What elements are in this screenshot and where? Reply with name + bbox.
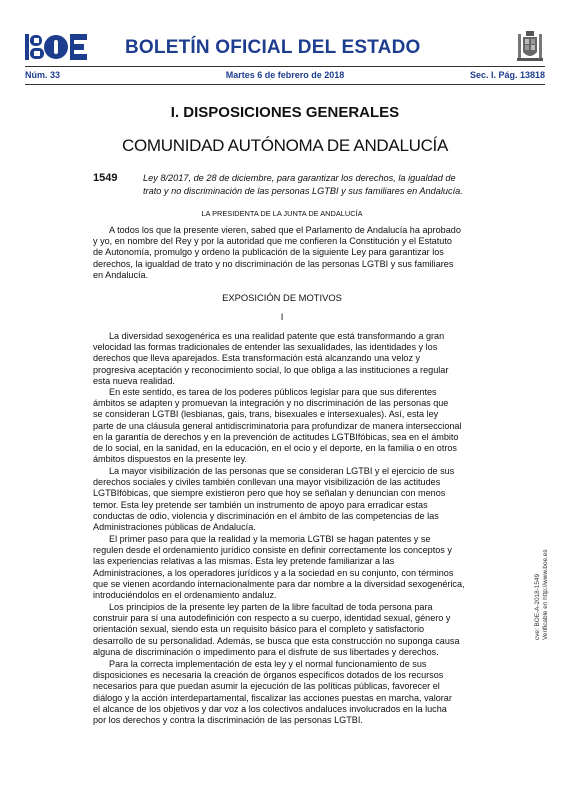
- paragraph-2: [93, 387, 471, 465]
- text-line: de lo social, en la sanidad, en la educación, en el ocio y el deporte, en la familia o en otros: [93, 442, 457, 453]
- issue-date: Martes 6 de febrero de 2018: [225, 70, 345, 80]
- section-page: Sec. I. Pág. 13818: [469, 70, 545, 80]
- document-number: 1549: [93, 172, 118, 184]
- masthead-title: BOLETÍN OFICIAL DEL ESTADO: [125, 37, 421, 58]
- header-rule: [25, 66, 545, 67]
- text-line: Administraciones públicas de Andalucía.: [93, 521, 256, 532]
- cve-code: cve: BOE-A-2018-1549: [534, 573, 541, 640]
- text-line: que se vienen acordando internacionalmente para dar nombre a la diversidad sexogenérica,: [93, 578, 465, 589]
- text-line: ámbitos dispuestos en la presente ley.: [93, 454, 248, 465]
- text-line: orientación sexual, siendo esta un requisito básico para el completo y satisfactorio: [93, 624, 425, 635]
- text-line: regulen desde el ordenamiento jurídico consiste en definir correctamente los conceptos y: [93, 545, 452, 556]
- boe-logo: [25, 34, 87, 60]
- text-line: esta nueva realidad.: [93, 375, 175, 386]
- text-line: se consideran LGTBI (lesbianas, gais, trans, bisexuales e intersexuales). Así, esta ley: [93, 409, 439, 420]
- section-title: I. DISPOSICIONES GENERALES: [170, 104, 400, 121]
- exposition-heading: EXPOSICIÓN DE MOTIVOS: [222, 292, 342, 303]
- text-line: por los derechos y contra la discriminación de las personas LGTBI.: [93, 714, 363, 725]
- text-line: en la garantía de derechos y en la prevención de actitudes LGTBIfóbicas, sea en el ámbito: [93, 431, 459, 442]
- text-line: La mayor visibilización de las personas que se consideran LGTBI y el ejercicio de sus: [109, 466, 455, 476]
- verification-note: [534, 530, 549, 640]
- text-line: desarrollo de su personalidad. Además, se busca que esta construcción no suponga causa: [93, 635, 460, 646]
- paragraph-4: [93, 534, 471, 601]
- text-line: A todos los que la presente vieren, sabed que el Parlamento de Andalucía ha aprobado: [109, 225, 461, 235]
- text-line: las experiencias relativas a las mismas. Esta ley pretende familiarizar a las: [93, 556, 395, 567]
- text-line: construir para sí una autodefinición con respecto a su cuerpo, identidad sexual, género y: [93, 613, 451, 624]
- text-line: La diversidad sexogenérica es una realidad patente que está transformando a gran: [109, 331, 445, 341]
- text-line: ámbitos se adapten y promuevan la integración y no discriminación de las personas que: [93, 398, 449, 409]
- president-line: LA PRESIDENTA DE LA JUNTA DE ANDALUCÍA: [201, 209, 363, 218]
- text-line: velocidad las formas tradicionales de entender las sexualidades, las identidades y los: [93, 342, 438, 353]
- text-line: derechos sociales y civiles también conllevan una mayor visibilización de las actitudes: [93, 477, 441, 488]
- preamble: [93, 225, 471, 281]
- text-line: diálogo y la acción interdepartamental, fiscalizar las acciones puestas en marcha, valorar: [93, 692, 452, 703]
- text-line: En este sentido, es tarea de los poderes públicos legislar para que sus diferentes: [109, 387, 437, 397]
- coat-of-arms-icon: [515, 30, 545, 64]
- paragraph-5: [93, 602, 471, 658]
- law-title-line: trato y no discriminación de las personas LGTBI y sus familiares en Andalucía.: [143, 185, 463, 196]
- text-line: Para la correcta implementación de esta ley y el normal funcionamiento de sus: [109, 659, 427, 669]
- text-line: el alcance de los objetivos y dar voz a los colectivos andaluces involucrados en la lucha: [93, 703, 447, 714]
- paragraph-3: [93, 466, 471, 533]
- text-line: introduciéndolos en el ordenamiento andaluz.: [93, 589, 277, 600]
- text-line: y yo, en nombre del Rey y por la autoridad que me confieren la Constitución y el Estatuto: [93, 236, 452, 247]
- text-line: parte de una cláusula general antidiscriminatoria para profundizar de manera interseccional: [93, 420, 462, 431]
- text-line: derechos que lleva aparejados. Esta transformación está alcanzando una veloz y: [93, 353, 421, 364]
- paragraph-6: [93, 659, 471, 726]
- text-line: LGTBIfóbicas, que siempre existieron pero que hoy se señalan y denuncian con menos: [93, 488, 446, 499]
- verify-link[interactable]: Verificable en http://www.boe.es: [541, 549, 549, 640]
- text-line: temor. Esta ley pretende ser también un instrumento de apoyo para erradicar estas: [93, 499, 428, 510]
- text-line: conductas de odio, violencia y discriminación en el ámbito de las competencias de las: [93, 510, 439, 521]
- text-line: derechos, la igualdad de trato y no discriminación de las personas LGTBI y sus familiares: [93, 258, 454, 269]
- community-title: COMUNIDAD AUTÓNOMA DE ANDALUCÍA: [121, 136, 449, 155]
- law-title: [143, 172, 471, 197]
- text-line: disposiciones es necesaria la creación de órganos específicos dotados de los recursos: [93, 670, 444, 681]
- paragraph-1: [93, 331, 471, 387]
- meta-rule: [25, 84, 545, 85]
- text-line: necesarios para que puedan asumir la ejecución de las políticas públicas, favorecer el: [93, 681, 440, 692]
- text-line: alguna de discriminación o impedimento para el disfrute de sus libertades y derechos.: [93, 646, 439, 657]
- law-title-line: Ley 8/2017, de 28 de diciembre, para garantizar los derechos, la igualdad de: [143, 173, 456, 183]
- issue-number: Núm. 33: [25, 70, 61, 80]
- text-line: Administraciones, a los operadores jurídicos y a la sociedad en su conjunto, con términos: [93, 567, 454, 578]
- text-line: Los principios de la presente ley parten de la libre facultad de toda persona para: [109, 602, 433, 612]
- roman-numeral: I: [280, 311, 284, 322]
- issue-meta: [25, 70, 545, 84]
- text-line: progresiva aceptación y reconocimiento social, lo que obliga a las instituciones a regular: [93, 364, 449, 375]
- text-line: de Autonomía, promulgo y ordeno la publicación de la siguiente Ley para garantizar los: [93, 247, 444, 258]
- page-header: [25, 30, 545, 70]
- text-line: en Andalucía.: [93, 269, 149, 280]
- text-line: El primer paso para que la realidad y la memoria LGTBI se hagan patentes y se: [109, 534, 431, 544]
